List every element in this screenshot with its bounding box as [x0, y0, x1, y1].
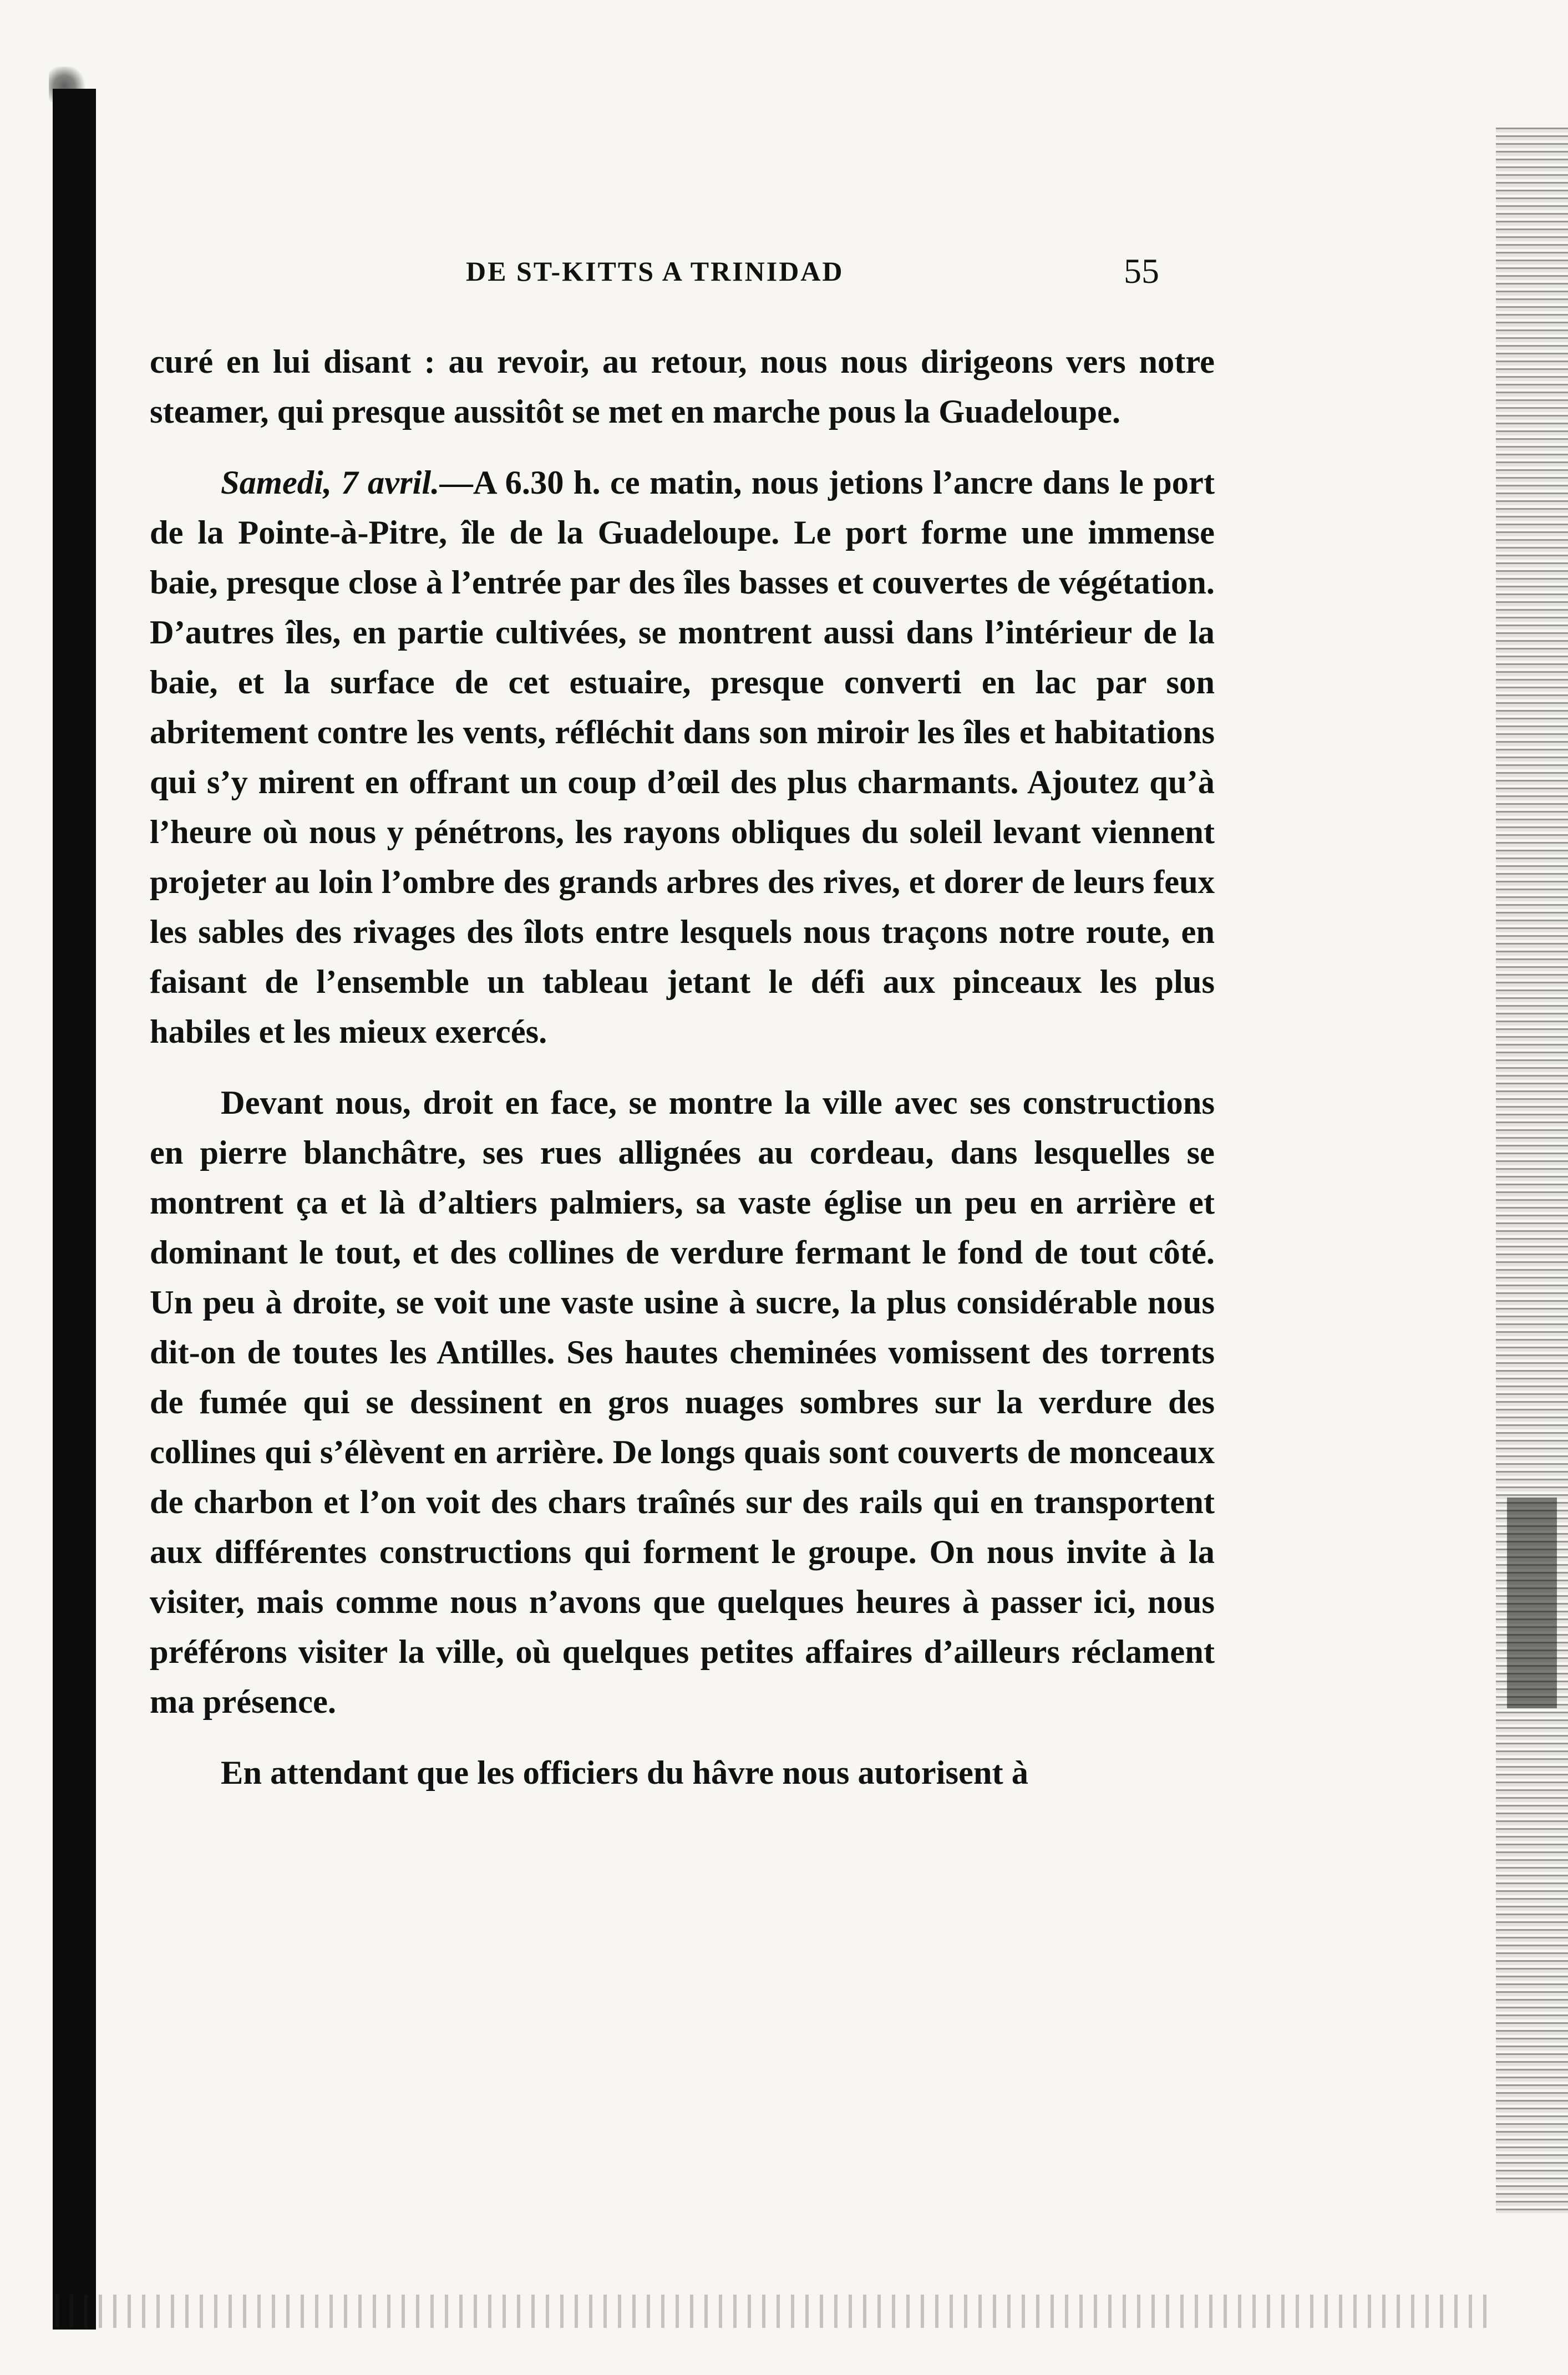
- diary-date: Samedi, 7 avril.: [221, 464, 440, 501]
- paragraph-text: Devant nous, droit en face, se montre la ville avec ses constructions en pierre blanchâtre, ses rues allignées au cordeau, dans lesquelles se montrent ça et là d’altiers palmiers, sa vaste église un peu en arrière et dominant le tout, et des collines de verdure fermant le fond de tout côté. Un peu à droite, se voit une vaste usine à sucre, la plus considérable nous dit-on de toutes les Antilles. Ses hautes cheminées vomissent des torrents de fumée qui se dessinent en gros nuages sombres sur la verdure des collines qui s’élèvent en arrière. De longs quais sont couverts de monceaux de charbon et l’on voit des chars traînés sur des rails qui en transportent aux différentes constructions qui forment le groupe. On nous invite à la visiter, mais comme nous n’avons que quelques heures à passer ici, nous préférons visiter la ville, où quelques petites affaires d’ailleurs réclament ma présence.: [150, 1084, 1215, 1721]
- paragraph: [150, 458, 1215, 1057]
- scan-edge-shadow: [1507, 1498, 1557, 1708]
- page-number: 55: [1124, 251, 1159, 291]
- scan-page-edge-bottom: [55, 2295, 1490, 2328]
- paragraph: [150, 1748, 1215, 1798]
- scan-binding-edge: [53, 89, 96, 2330]
- scan-page-edge-right: [1496, 128, 1568, 2213]
- paragraph-text: En attendant que les officiers du hâvre nous autorisent à: [221, 1754, 1029, 1792]
- running-head: [150, 251, 1215, 294]
- paragraph-text: curé en lui disant : au revoir, au retour, nous nous dirigeons vers notre steamer, qui presque aussitôt se met en marche pous la Guadeloupe.: [150, 343, 1215, 430]
- book-page: [150, 251, 1215, 1798]
- running-title: DE ST-KITTS A TRINIDAD: [466, 256, 844, 287]
- paragraph: [150, 337, 1215, 437]
- paragraph-text: —A 6.30 h. ce matin, nous jetions l’ancre dans le port de la Pointe-à-Pitre, île de la Guadeloupe. Le port forme une immense baie, presque close à l’entrée par des îles basses et couvertes de végétation. D’autres îles, en partie cultivées, se montrent aussi dans l’intérieur de la baie, et la surface de cet estuaire, presque converti en lac par son abritement contre les vents, réfléchit dans son miroir les îles et habitations qui s’y mirent en offrant un coup d’œil des plus charmants. Ajoutez qu’à l’heure où nous y pénétrons, les rayons obliques du soleil levant viennent projeter au loin l’ombre des grands arbres des rives, et dorer de leurs feux les sables des rivages des îlots entre lesquels nous traçons notre route, en faisant de l’ensemble un tableau jetant le défi aux pinceaux les plus habiles et les mieux exercés.: [150, 464, 1215, 1051]
- paragraph: [150, 1078, 1215, 1727]
